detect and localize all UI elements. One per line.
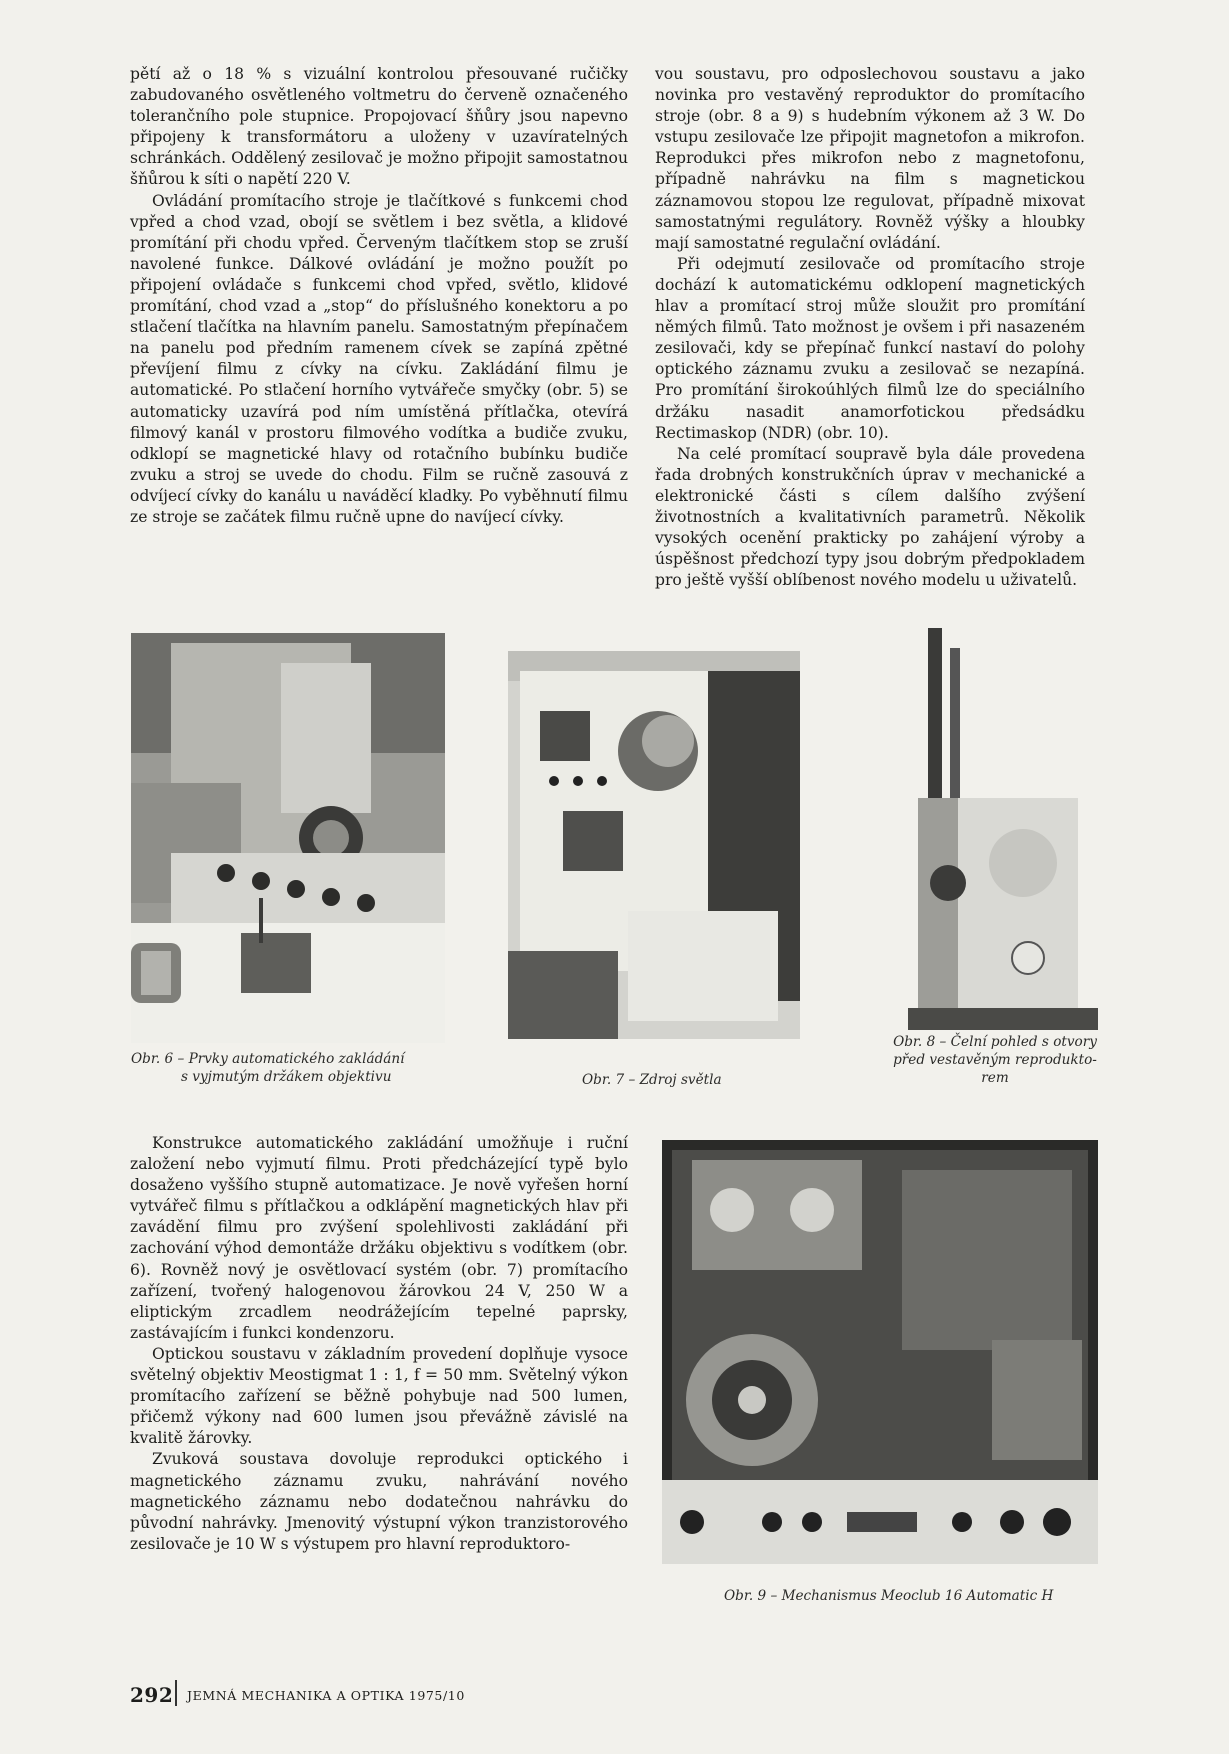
figure-6-caption [131, 1050, 461, 1086]
journal-title: JEMNÁ MECHANIKA A OPTIKA 1975/10 [187, 1688, 465, 1703]
paragraph: Na celé promítací soupravě byla dále provedena řada drobných konstrukčních úprav v mechanické a elektronické části s cílem dalšího zvýšení životnostních a kvalitativních parametrů. Několik vysokých ocenění prakticky po zahájení výroby a úspěšnost předchozí typy jsou dobrým předpokladem pro ještě vyšší oblíbenost nového modelu u uživatelů. [655, 444, 1085, 590]
paragraph: vou soustavu, pro odposlechovou soustavu a jako novinka pro vestavěný reproduktor do promítacího stroje (obr. 8 a 9) s hudebním výkonem až 3 W. Do vstupu zesilovače lze připojit magnetofon a mikrofon. Reprodukci přes mikrofon nebo z magnetofonu, případně nahrávku na film s magnetickou záznamovou stopou lze regulovat, případně mixovat samostatnými regulátory. Rovněž výšky a hloubky mají samostatné regulační ovládání. [655, 65, 1085, 252]
footer-divider [175, 1680, 177, 1706]
figure-9-caption: Obr. 9 – Mechanismus Meoclub 16 Automatic H [724, 1588, 1054, 1604]
figure-6-photo [131, 633, 445, 1043]
figure-9-photo [662, 1140, 1098, 1564]
paragraph: Zvuková soustava dovoluje reprodukci optického i magnetického záznamu zvuku, nahrávání nového magnetického záznamu nebo dodatečnou nahrávku do původní nahrávky. Jmenovitý výstupní výkon tranzistorového zesilovače je 10 W s výstupem pro hlavní reproduktoro- [130, 1450, 628, 1553]
figure-8-caption [880, 1033, 1110, 1087]
paragraph: Optickou soustavu v základním provedení doplňuje vysoce světelný objektiv Meostigmat 1 : 1, f = 50 mm. Světelný výkon promítacího zařízení se běžně pohybuje nad 500 lumen, přičemž výkony nad 600 lumen jsou převážně závislé na kvalitě žárovky. [130, 1344, 628, 1448]
caption-line: Obr. 6 – Prvky automatického zakládání [131, 1051, 405, 1067]
figure-8-photo [908, 628, 1098, 1030]
paragraph: Ovládání promítacího stroje je tlačítkové s funkcemi chod vpřed a chod vzad, obojí se světlem i bez světla, a klidové promítání při chodu vpřed. Červeným tlačítkem stop se zruší navolené funkce. Dálkové ovládání je možno použít po připojení ovládače s funkcemi chod vpřed, světlo, klidové promítání, chod vzad a „stop“ do příslušného konektoru a po stlačení tlačítka na hlavním panelu. Samostatným přepínačem na panelu pod předním ramenem cívek se zapíná zpětné převíjení filmu z cívky na cívku. Zakládání filmu je automatické. Po stlačení horního vytvářeče smyčky (obr. 5) se automaticky uzavírá pod ním umístěná přítlačka, otevírá filmový kanál v prostoru filmového vodítka a budiče zvuku, odklopí se magnetické hlavy od rotačního bubínku budiče zvuku a stroj se uvede do chodu. Film se ručně zasouvá z odvíjecí cívky do kanálu u naváděcí kladky. Po vyběhnutí filmu ze stroje se začátek filmu ručně upne do navíjecí cívky. [130, 191, 628, 526]
text-column-right-top [655, 64, 1085, 591]
page-number: 292 [130, 1683, 174, 1707]
caption-line: rem [981, 1070, 1009, 1086]
caption-line: s vyjmutým držákem objektivu [181, 1069, 392, 1085]
text-column-left-bottom [130, 1133, 628, 1555]
figure-7-photo [508, 651, 800, 1039]
caption-line: Obr. 8 – Čelní pohled s otvory [893, 1034, 1097, 1050]
caption-line: před vestavěným reprodukto- [893, 1052, 1097, 1068]
paragraph: pětí až o 18 % s vizuální kontrolou přesouvané ručičky zabudovaného osvětleného voltmetru do červeně označeného tolerančního pole stupnice. Propojovací šňůry jsou napevno připojeny k transformátoru a uloženy v uzavíratelných schránkách. Oddělený zesilovač je možno připojit samostatnou šňůrou k síti o napětí 220 V. [130, 65, 628, 189]
figure-7-caption: Obr. 7 – Zdroj světla [582, 1072, 722, 1088]
paragraph: Konstrukce automatického zakládání umožňuje i ruční založení nebo vyjmutí filmu. Proti předcházející typě bylo dosaženo vyššího stupně automatizace. Je nově vyřešen horní vytvářeč filmu s přítlačkou a odklápění magnetických hlav při zavádění filmu pro zvýšení spolehlivosti zakládání při zachování výhod demontáže držáku objektivu s vodítkem (obr. 6). Rovněž nový je osvětlovací systém (obr. 7) promítacího zařízení, tvořený halogenovou žárovkou 24 V, 250 W a eliptickým zrcadlem neodrážejícím tepelné paprsky, zastávajícím i funkci kondenzoru. [130, 1134, 628, 1342]
paragraph: Při odejmutí zesilovače od promítacího stroje dochází k automatickému odklopení magnetických hlav a promítací stroj může sloužit pro promítání němých filmů. Tato možnost je ovšem i při nasazeném zesilovači, kdy se přepínač funkcí nastaví do polohy optického záznamu zvuku a zesilovač se nezapíná. Pro promítání širokoúhlých filmů lze do speciálního držáku nasadit anamorfotickou předsádku Rectimaskop (NDR) (obr. 10). [655, 254, 1085, 442]
text-column-left-top [130, 64, 628, 528]
